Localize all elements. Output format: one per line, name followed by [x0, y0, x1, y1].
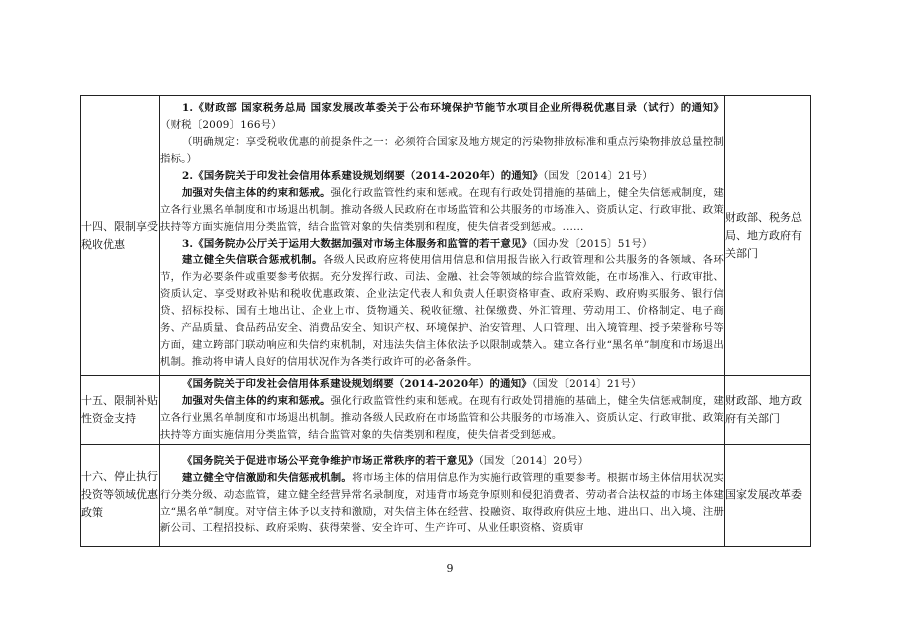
- department-cell: 财政部、税务总局、地方政府有关部门: [725, 96, 811, 376]
- basis-paragraph: [160, 252, 724, 370]
- measure-cell: 十四、限制享受税收优惠: [81, 96, 160, 376]
- document-number: （国发〔2014〕21号）: [543, 169, 653, 182]
- clause-text: 各级人民政府应将使用信用信息和信用报告嵌入行政管理和公共服务的各领域、各环节，作为必要条件或重要参考依据。充分发挥行政、司法、金融、社会等领域的综合监管效能，在市场准入、行政审批、资质认定、享受财政补贴和税收优惠政策、企业法定代表人和负责人任职资格审查、政府采购、政府购买服务、银行信贷、招标投标、国有土地出让、企业上市、货物通关、税收征缴、社保缴费、外汇管理、劳动用工、价格制定、电子商务、产品质量、食品药品安全、消费品安全、知识产权、环境保护、治安管理、人口管理、出入境管理、授予荣誉称号等方面，建立跨部门联动响应和失信约束机制，对违法失信主体依法予以限制或禁入。建立各行业“黑名单”制度和市场退出机制。推动将申请人良好的信用状况作为各类行政许可的必备条件。: [160, 254, 724, 368]
- document-title: 2.《国务院关于印发社会信用体系建设规划纲要（2014-2020年）的通知》: [182, 169, 544, 182]
- clause-heading: 加强对失信主体的约束和惩戒。: [182, 394, 331, 407]
- document-number: （财税〔2009〕166号）: [160, 119, 282, 132]
- document-number: （国发〔2014〕20号）: [478, 454, 589, 467]
- basis-paragraph: [160, 393, 724, 444]
- basis-cell: [160, 444, 725, 546]
- basis-paragraph: [160, 185, 724, 236]
- clause-heading: 建立健全失信联合惩戒机制。: [182, 254, 323, 267]
- basis-note: （明确规定：享受税收优惠的前提条件之一：必须符合国家及地方规定的污染物排放标准和重点污染物排放总量控制指标。）: [160, 136, 724, 165]
- document-number: （国发〔2014〕21号）: [531, 378, 642, 390]
- basis-paragraph: [160, 376, 724, 393]
- table-row: [81, 376, 811, 445]
- clause-heading: 建立健全守信激励和失信惩戒机制。: [182, 471, 353, 484]
- page-number: 9: [446, 562, 454, 575]
- table-row: [81, 444, 811, 546]
- clause-heading: 加强对失信主体的约束和惩戒。: [182, 186, 331, 199]
- document-number: （国办发〔2015〕51号）: [532, 237, 653, 250]
- basis-paragraph: [160, 453, 724, 470]
- document-title: 1.《财政部 国家税务总局 国家发展改革委关于公布环境保护节能节水项目企业所得税优惠目录（试行）的通知》: [182, 102, 724, 115]
- basis-paragraph: [160, 100, 724, 134]
- measure-cell: 十五、限制补贴性资金支持: [81, 376, 160, 445]
- basis-paragraph: [160, 236, 724, 253]
- basis-paragraph: [160, 168, 724, 185]
- department-cell: 国家发展改革委: [725, 444, 811, 546]
- document-title: 3.《国务院办公厅关于运用大数据加强对市场主体服务和监管的若干意见》: [182, 237, 533, 250]
- table-row: [81, 96, 811, 376]
- measure-cell: 十六、停止执行投资等领域优惠政策: [81, 444, 160, 546]
- document-title: 《国务院关于印发社会信用体系建设规划纲要（2014-2020年）的通知》: [182, 378, 532, 390]
- document-title: 《国务院关于促进市场公平竞争维护市场正常秩序的若干意见》: [182, 454, 479, 467]
- department-cell: 财政部、地方政府有关部门: [725, 376, 811, 445]
- basis-cell: [160, 96, 725, 376]
- basis-cell: [160, 376, 725, 445]
- clause-text: 将市场主体的信用信息作为实施行政管理的重要参考。根据市场主体信用状况实行分类分级、动态监管，建立健全经营异常名录制度，对违背市场竞争原则和侵犯消费者、劳动者合法权益的市场主体建立“黑名单”制度。对守信主体予以支持和激励，对失信主体在经营、投融资、取得政府供应土地、进出口、出入境、注册新公司、工程招投标、政府采购、获得荣誉、安全许可、生产许可、从业任职资格、资质审: [160, 471, 725, 535]
- basis-paragraph: [160, 470, 724, 538]
- clause-text: 强化行政监管性约束和惩戒。在现有行政处罚措施的基础上，健全失信惩戒制度，建立各行业黑名单制度和市场退出机制。推动各级人民政府在市场监管和公共服务的市场准入、资质认定、行政审批、政策扶持等方面实施信用分类监管，结合监管对象的失信类别和程度，使失信者受到惩戒。: [160, 394, 724, 441]
- policy-table: [80, 95, 811, 547]
- clause-text: 强化行政监管性约束和惩戒。在现有行政处罚措施的基础上，健全失信惩戒制度，建立各行业黑名单制度和市场退出机制。推动各级人民政府在市场监管和公共服务的市场准入、资质认定、行政审批、政策扶持等方面实施信用分类监管，结合监管对象的失信类别和程度，使失信者受到惩戒。……: [160, 186, 724, 233]
